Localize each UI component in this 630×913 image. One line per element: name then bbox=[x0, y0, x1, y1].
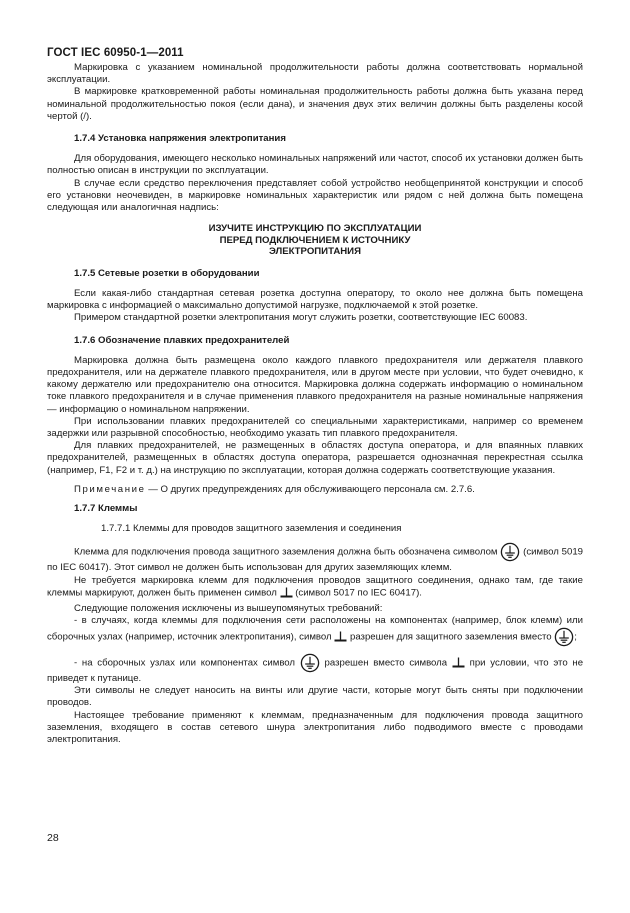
warning-line: ИЗУЧИТЕ ИНСТРУКЦИЮ ПО ЭКСПЛУАТАЦИИ bbox=[208, 223, 422, 235]
subsection-heading-1-7-7-1: 1.7.7.1 Клеммы для проводов защитного заземления и соединения bbox=[101, 523, 402, 535]
text-segment: - на сборочных узлах или компонентах символ bbox=[74, 657, 296, 669]
section-heading-1-7-7: 1.7.7 Клеммы bbox=[74, 502, 138, 514]
page-number: 28 bbox=[47, 832, 59, 844]
note-text: — О других предупреждениях для обслуживающего персонала см. 2.7.6. bbox=[145, 483, 475, 495]
paragraph: Для оборудования, имеющего несколько номинальных напряжений или частот, способ их установки должен быть полностью описан в инструкции по эксплуатации. bbox=[47, 153, 583, 177]
warning-line: ПЕРЕД ПОДКЛЮЧЕНИЕМ К ИСТОЧНИКУ bbox=[219, 234, 411, 246]
paragraph: Если какая-либо стандартная сетевая розетка доступна оператору, то около нее должна быть помещена маркировка с информацией о максимально допустимой нагрузке, подключаемой к этой розетке. bbox=[47, 287, 583, 312]
document-header: ГОСТ IEC 60950-1—2011 bbox=[47, 47, 184, 59]
warning-inscription bbox=[47, 223, 583, 258]
bonding-ground-icon bbox=[452, 657, 465, 669]
section-heading-1-7-4: 1.7.4 Установка напряжения электропитания bbox=[74, 133, 286, 145]
paragraph: Настоящее требование применяют к клеммам, предназначенным для подключения провода защитного заземления, входящего в состав сетевого шнура электропитания либо подводимого вместе с проводами электропитания. bbox=[47, 709, 583, 745]
paragraph: В случае если средство переключения представляет собой устройство необщепринятой конструкции и способ его установки неочевиден, в маркировке номинальных характеристик или рядом с ней должна быть помещена следующая или аналогичная надпись: bbox=[47, 177, 583, 214]
text-segment: разрешен для защитного заземления вместо bbox=[349, 631, 552, 643]
text-segment: ; bbox=[574, 631, 577, 643]
paragraph bbox=[47, 615, 583, 647]
note-label: Примечание bbox=[74, 483, 146, 495]
paragraph: При использовании плавких предохранителей со специальными характеристиками, например со временем задержки или разрывной способностью, необходимо указать тип плавкого предохранителя. bbox=[47, 415, 583, 439]
paragraph bbox=[47, 575, 583, 600]
text-segment: - в случаях, когда клеммы для подключения сети расположены на компонентах (например, блок клемм) или сборочных узлах (например, источник электропитания), символ bbox=[47, 614, 583, 643]
text-segment: (символ 5019 по IEC 60417). Этот символ не должен быть использован для других заземляющих клемм. bbox=[47, 546, 583, 574]
text-segment: при условии, что это не приведет к путанице. bbox=[47, 657, 584, 684]
paragraph bbox=[47, 653, 583, 685]
text-segment: (символ 5017 по IEC 60417). bbox=[295, 587, 422, 599]
paragraph: Маркировка с указанием номинальной продолжительности работы должна соответствовать нормальной эксплуатации. bbox=[47, 62, 583, 86]
note bbox=[47, 484, 583, 496]
paragraph: Маркировка должна быть размещена около каждого плавкого предохранителя или держателя плавкого предохранителя, или на держателе плавкого предохранителя, или в другом месте при условии, что будет очевидно, к какому держателю или предохранителю она относится. Маркировка должна содержать информацию о номинальном токе плавкого предохранителя и в случае применения плавкого предохранителя на разные номинальные напряжения — информацию о номинальном напряжении. bbox=[47, 354, 583, 415]
paragraph: Примером стандартной розетки электропитания могут служить розетки, соответствующие IEC 60083. bbox=[74, 312, 528, 324]
bonding-ground-icon bbox=[334, 631, 347, 643]
section-heading-1-7-5: 1.7.5 Сетевые розетки в оборудовании bbox=[74, 267, 260, 279]
text-segment: Клемма для подключения провода защитного заземления должна быть обозначена символом bbox=[74, 546, 498, 558]
text-segment: Не требуется маркировка клемм для подключения проводов защитного соединения, однако там, где такие клеммы маркируют, должен быть применен символ bbox=[47, 574, 583, 599]
document-body bbox=[47, 62, 583, 746]
paragraph: Следующие положения исключены из вышеупомянутых требований: bbox=[74, 602, 383, 614]
paragraph bbox=[47, 542, 583, 574]
section-heading-1-7-6: 1.7.6 Обозначение плавких предохранителей bbox=[74, 334, 290, 346]
bonding-ground-icon bbox=[280, 587, 293, 599]
paragraph: Для плавких предохранителей, не размещенных в областях доступа оператора, и для впаянных плавких предохранителей, размещенных в областях доступа оператора, разрешается однозначная перекрестная ссылка (например, F1, F2 и т. д.) на инструкцию по эксплуатации, которая должна содержать соответствующие указания. bbox=[47, 440, 583, 476]
paragraph: Эти символы не следует наносить на винты или другие части, которые могут быть сняты при подключении проводов. bbox=[47, 685, 583, 709]
protective-earth-icon bbox=[554, 627, 574, 647]
protective-earth-icon bbox=[500, 542, 520, 562]
protective-earth-icon bbox=[300, 653, 320, 673]
paragraph: В маркировке кратковременной работы номинальная продолжительность работы должна быть указана перед номинальной продолжительностью покоя (если дана), и значения двух этих величин должны быть разделены косой чертой (/). bbox=[47, 86, 583, 122]
warning-line: ЭЛЕКТРОПИТАНИЯ bbox=[269, 246, 361, 258]
text-segment: разрешен вместо символа bbox=[324, 657, 448, 669]
